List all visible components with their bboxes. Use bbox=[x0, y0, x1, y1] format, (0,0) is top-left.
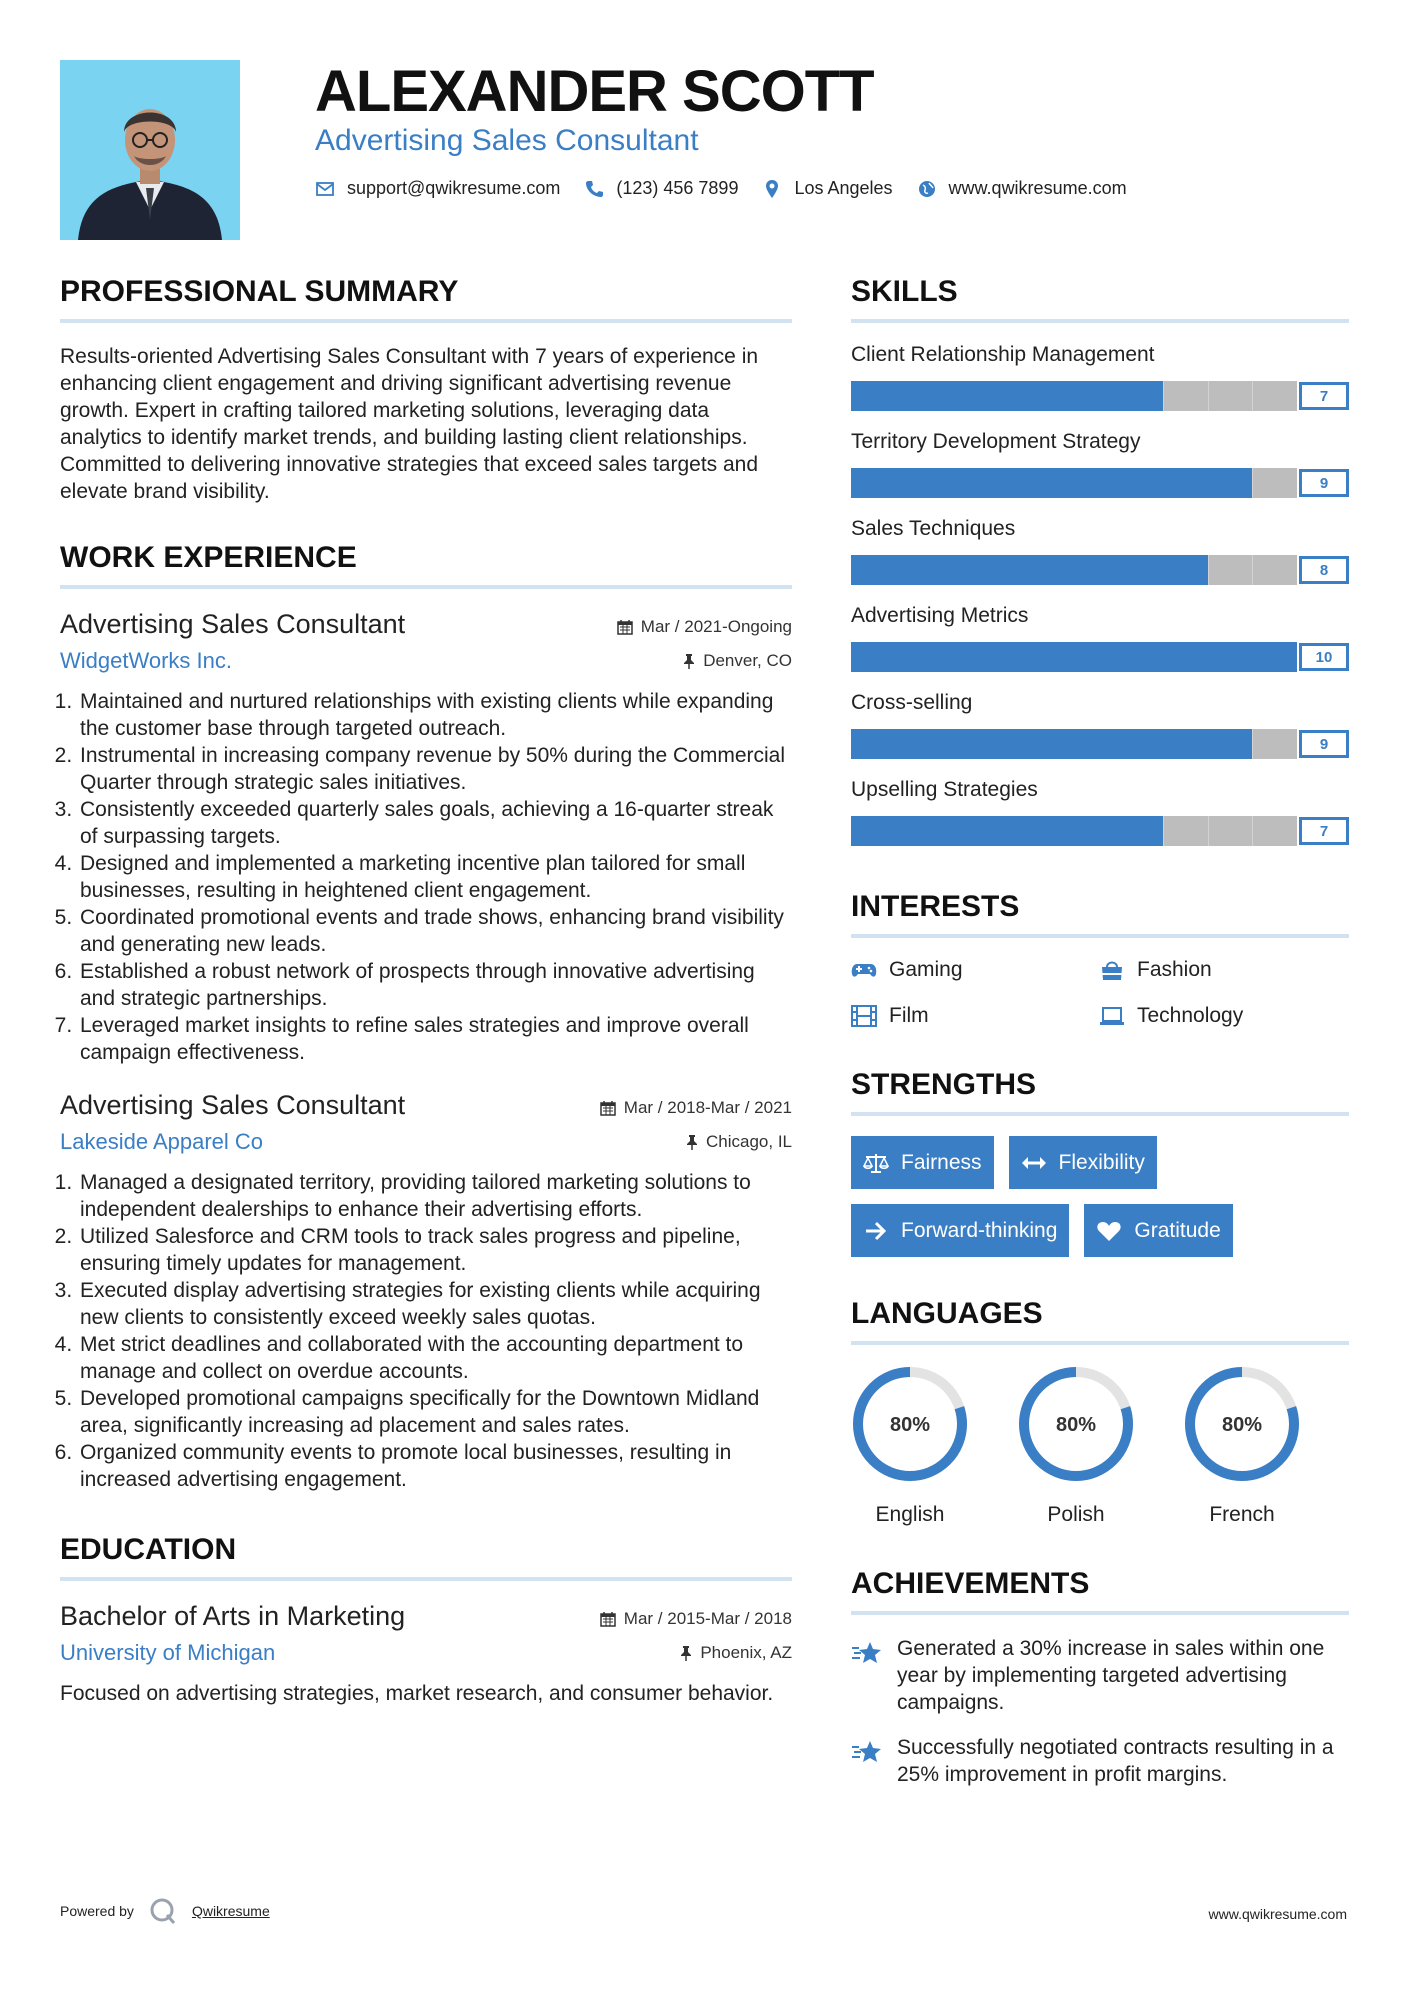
skill-score: 9 bbox=[1299, 730, 1349, 758]
achievements-heading: ACHIEVEMENTS bbox=[851, 1567, 1349, 1615]
strength-tag bbox=[1009, 1136, 1157, 1189]
pushpin-icon bbox=[686, 1134, 698, 1150]
job-bullet: 1. Managed a designated territory, providing tailored marketing solutions to independent dealerships to enhance their advertising efforts. bbox=[78, 1169, 792, 1223]
education-date-text: Mar / 2015-Mar / 2018 bbox=[623, 1609, 792, 1628]
strength-label: Forward-thinking bbox=[901, 1218, 1058, 1242]
qwikresume-logo-icon bbox=[148, 1896, 178, 1926]
skill-bar-fill bbox=[851, 468, 1252, 498]
education-location-text: Phoenix, AZ bbox=[700, 1643, 792, 1662]
job-location bbox=[686, 1132, 792, 1152]
interest-label: Technology bbox=[1137, 1004, 1244, 1027]
strengths-tags bbox=[851, 1136, 1349, 1257]
job-bullet: 5. Coordinated promotional events and trade shows, enhancing brand visibility and generating new leads. bbox=[78, 904, 792, 958]
job-date bbox=[617, 617, 792, 637]
skill-label: Advertising Metrics bbox=[851, 604, 1029, 627]
contact-email[interactable] bbox=[315, 178, 560, 199]
job-bullet: 3. Consistently exceeded quarterly sales goals, achieving a 16-quarter streak of surpassing targets. bbox=[78, 796, 792, 850]
company-name: Lakeside Apparel Co bbox=[60, 1129, 264, 1154]
languages-heading: LANGUAGES bbox=[851, 1297, 1349, 1345]
language-percent: 80% bbox=[889, 1414, 931, 1436]
strength-tag bbox=[851, 1204, 1069, 1257]
interest-item bbox=[1099, 1004, 1347, 1028]
arrow-right-icon bbox=[863, 1220, 889, 1242]
strength-tag bbox=[851, 1136, 994, 1189]
school-name: University of Michigan bbox=[60, 1640, 276, 1665]
skill-bar-fill bbox=[851, 381, 1163, 411]
phone-text: (123) 456 7899 bbox=[616, 178, 739, 198]
language-item bbox=[1017, 1365, 1135, 1527]
job-date bbox=[600, 1098, 792, 1118]
footer-powered-by bbox=[60, 1896, 270, 1926]
language-name: Polish bbox=[1047, 1503, 1105, 1526]
job-entry bbox=[60, 1090, 792, 1493]
job-entry bbox=[60, 609, 792, 1066]
skill-item bbox=[851, 604, 1349, 672]
skill-bar-fill bbox=[851, 816, 1163, 846]
job-title: Advertising Sales Consultant bbox=[60, 1090, 406, 1120]
contact-website[interactable] bbox=[917, 178, 1127, 199]
achievement-text: Successfully negotiated contracts resulting in a 25% improvement in profit margins. bbox=[897, 1736, 1334, 1786]
skill-bar bbox=[851, 642, 1349, 672]
language-item bbox=[851, 1365, 969, 1527]
star-trophy-icon bbox=[851, 1738, 883, 1766]
skill-bar bbox=[851, 381, 1349, 411]
phone-icon bbox=[584, 179, 604, 199]
experience-heading: WORK EXPERIENCE bbox=[60, 541, 792, 589]
interest-label: Gaming bbox=[889, 958, 963, 981]
skill-item bbox=[851, 343, 1349, 411]
job-title: Advertising Sales Consultant bbox=[60, 609, 406, 639]
job-bullet: 2. Utilized Salesforce and CRM tools to track sales progress and pipeline, ensuring timely updates for management. bbox=[78, 1223, 792, 1277]
interest-item bbox=[1099, 958, 1347, 982]
job-bullet: 3. Executed display advertising strategies for existing clients while acquiring new clients to consistently exceed weekly sales quotas. bbox=[78, 1277, 792, 1331]
contact-bar bbox=[315, 178, 1137, 199]
pushpin-icon bbox=[680, 1645, 692, 1661]
skill-item bbox=[851, 517, 1349, 585]
star-trophy-icon bbox=[851, 1639, 883, 1667]
skill-bar bbox=[851, 468, 1349, 498]
summary-heading: PROFESSIONAL SUMMARY bbox=[60, 275, 792, 323]
language-progress-ring bbox=[1017, 1365, 1135, 1483]
contact-location bbox=[762, 178, 892, 199]
education-date bbox=[600, 1609, 792, 1629]
skill-score: 8 bbox=[1299, 556, 1349, 584]
skill-bar-fill bbox=[851, 729, 1252, 759]
candidate-name: ALEXANDER SCOTT bbox=[315, 59, 874, 124]
skill-label: Cross-selling bbox=[851, 691, 973, 714]
skill-label: Client Relationship Management bbox=[851, 343, 1155, 366]
skill-label: Territory Development Strategy bbox=[851, 430, 1141, 453]
job-bullets bbox=[60, 1169, 792, 1493]
skill-bar bbox=[851, 555, 1349, 585]
job-location-text: Chicago, IL bbox=[706, 1132, 792, 1151]
education-location bbox=[680, 1643, 792, 1663]
skill-bar-fill bbox=[851, 642, 1297, 672]
skill-label: Sales Techniques bbox=[851, 517, 1016, 540]
skills-heading: SKILLS bbox=[851, 275, 1349, 323]
interest-item bbox=[851, 1004, 1099, 1028]
language-item bbox=[1183, 1365, 1301, 1527]
heart-icon bbox=[1096, 1220, 1122, 1242]
powered-by-text: Powered by bbox=[60, 1903, 134, 1919]
arrows-horizontal-icon bbox=[1021, 1152, 1047, 1174]
shopping-bag-icon bbox=[1099, 959, 1125, 981]
left-column bbox=[60, 275, 792, 1731]
contact-phone[interactable] bbox=[584, 178, 738, 199]
footer-url[interactable]: www.qwikresume.com bbox=[1208, 1906, 1347, 1922]
interests-grid bbox=[851, 958, 1349, 1028]
language-percent: 80% bbox=[1221, 1414, 1263, 1436]
candidate-role: Advertising Sales Consultant bbox=[315, 124, 699, 157]
calendar-icon bbox=[617, 619, 633, 635]
strength-label: Gratitude bbox=[1134, 1218, 1221, 1242]
language-name: English bbox=[875, 1503, 945, 1526]
website-text: www.qwikresume.com bbox=[948, 178, 1127, 198]
strengths-heading: STRENGTHS bbox=[851, 1068, 1349, 1116]
job-date-text: Mar / 2018-Mar / 2021 bbox=[623, 1098, 792, 1117]
skill-item bbox=[851, 691, 1349, 759]
strength-label: Flexibility bbox=[1058, 1150, 1145, 1174]
achievement-text: Generated a 30% increase in sales within one year by implementing targeted advertising campaigns. bbox=[897, 1637, 1325, 1714]
job-bullet: 2. Instrumental in increasing company revenue by 50% during the Commercial Quarter through strategic sales initiatives. bbox=[78, 742, 792, 796]
education-description: Focused on advertising strategies, market research, and consumer behavior. bbox=[60, 1682, 774, 1705]
balance-scale-icon bbox=[863, 1152, 889, 1174]
education-heading: EDUCATION bbox=[60, 1533, 792, 1581]
interest-item bbox=[851, 958, 1099, 982]
skill-item bbox=[851, 430, 1349, 498]
company-name: WidgetWorks Inc. bbox=[60, 648, 232, 673]
envelope-icon bbox=[315, 179, 335, 199]
email-text: support@qwikresume.com bbox=[347, 178, 561, 198]
globe-icon bbox=[917, 179, 937, 199]
job-bullet: 7. Leveraged market insights to refine sales strategies and improve overall campaign effectiveness. bbox=[78, 1012, 792, 1066]
skill-bar bbox=[851, 729, 1349, 759]
job-date-text: Mar / 2021-Ongoing bbox=[640, 617, 792, 636]
language-progress-ring bbox=[1183, 1365, 1301, 1483]
skill-item bbox=[851, 778, 1349, 846]
skill-score: 7 bbox=[1299, 817, 1349, 845]
skills-list bbox=[851, 343, 1349, 846]
interest-label: Film bbox=[889, 1004, 929, 1027]
skill-score: 10 bbox=[1299, 643, 1349, 671]
job-bullet: 4. Met strict deadlines and collaborated with the accounting department to manage and collect on overdue accounts. bbox=[78, 1331, 792, 1385]
job-bullets bbox=[60, 688, 792, 1066]
skill-label: Upselling Strategies bbox=[851, 778, 1038, 801]
language-name: French bbox=[1209, 1503, 1275, 1526]
laptop-icon bbox=[1099, 1005, 1125, 1027]
interest-label: Fashion bbox=[1137, 958, 1212, 981]
degree-title: Bachelor of Arts in Marketing bbox=[60, 1601, 406, 1631]
strength-tag bbox=[1084, 1204, 1232, 1257]
profile-photo bbox=[60, 60, 240, 240]
interests-heading: INTERESTS bbox=[851, 890, 1349, 938]
map-marker-icon bbox=[762, 179, 782, 199]
skill-score: 9 bbox=[1299, 469, 1349, 497]
achievement-item bbox=[851, 1734, 1349, 1788]
pushpin-icon bbox=[683, 653, 695, 669]
film-icon bbox=[851, 1005, 877, 1027]
job-location-text: Denver, CO bbox=[703, 651, 792, 670]
job-bullet: 6. Organized community events to promote local businesses, resulting in increased advertising engagement. bbox=[78, 1439, 792, 1493]
job-bullet: 4. Designed and implemented a marketing incentive plan tailored for small businesses, resulting in heightened client engagement. bbox=[78, 850, 792, 904]
job-bullet: 1. Maintained and nurtured relationships with existing clients while expanding the customer base through targeted outreach. bbox=[78, 688, 792, 742]
skill-bar-fill bbox=[851, 555, 1208, 585]
achievement-item bbox=[851, 1635, 1349, 1716]
calendar-icon bbox=[600, 1100, 616, 1116]
gamepad-icon bbox=[851, 959, 877, 981]
job-bullet: 6. Established a robust network of prospects through innovative advertising and strategic partnerships. bbox=[78, 958, 792, 1012]
skill-bar bbox=[851, 816, 1349, 846]
languages-list bbox=[851, 1365, 1349, 1527]
calendar-icon bbox=[600, 1611, 616, 1627]
job-bullet: 5. Developed promotional campaigns specifically for the Downtown Midland area, significantly increasing ad placement and sales rates. bbox=[78, 1385, 792, 1439]
language-percent: 80% bbox=[1055, 1414, 1097, 1436]
brand-link[interactable]: Qwikresume bbox=[191, 1903, 270, 1919]
summary-text: Results-oriented Advertising Sales Consultant with 7 years of experience in enhancing client engagement and driving significant advertising revenue growth. Expert in crafting tailored marketing solutions, leveraging data analytics to identify market trends, and building lasting client relationships. Committed to delivering innovative strategies that exceed sales targets and elevate brand visibility. bbox=[60, 345, 759, 503]
skill-score: 7 bbox=[1299, 382, 1349, 410]
job-location bbox=[683, 651, 792, 671]
right-column bbox=[851, 275, 1349, 1806]
location-text: Los Angeles bbox=[794, 178, 893, 198]
strength-label: Fairness bbox=[901, 1150, 982, 1174]
education-entry bbox=[60, 1601, 792, 1707]
language-progress-ring bbox=[851, 1365, 969, 1483]
